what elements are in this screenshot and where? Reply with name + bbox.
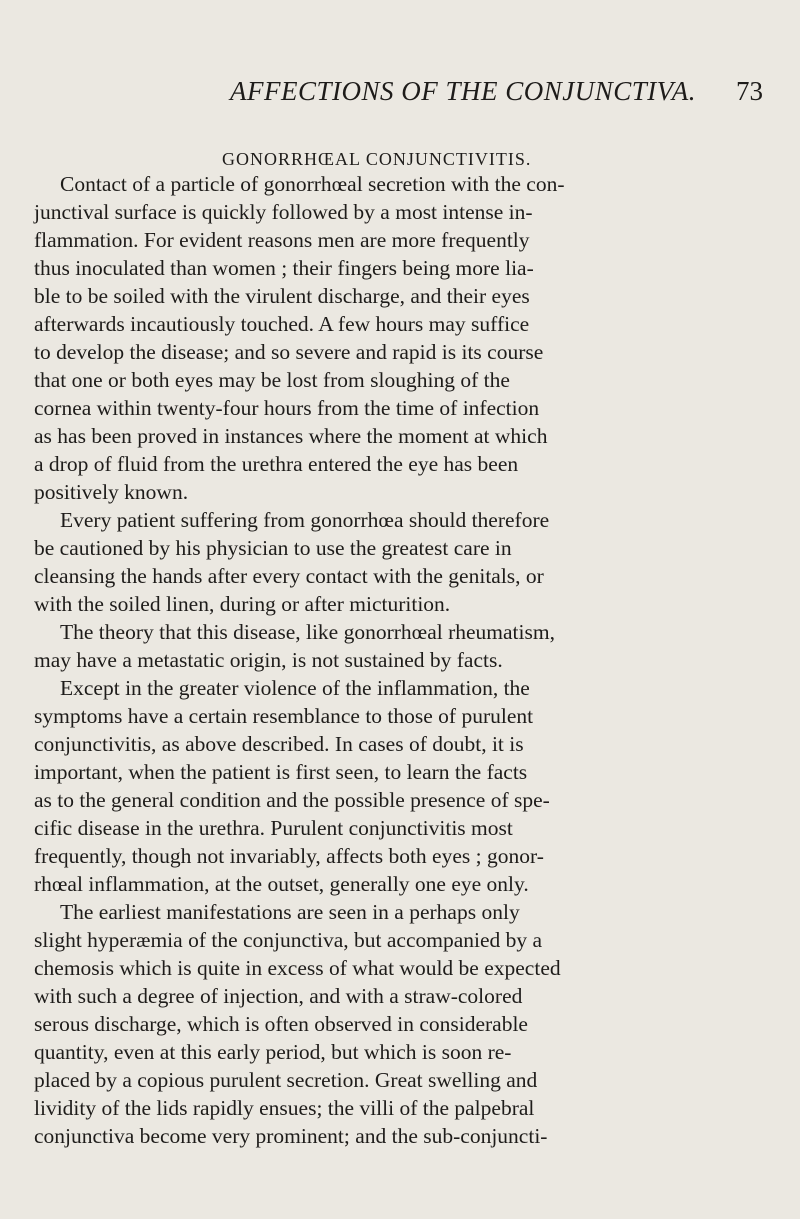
text-line: placed by a copious purulent secretion. Great swelling and [34, 1068, 538, 1092]
text-line: conjunctiva become very prominent; and the sub-conjuncti- [34, 1124, 548, 1148]
text-line: Every patient suffering from gonorrhœa should therefore [60, 508, 550, 532]
text-line: important, when the patient is first seen, to learn the facts [34, 760, 528, 784]
text-line: flammation. For evident reasons men are more frequently [34, 228, 530, 252]
text-line: a drop of fluid from the urethra entered the eye has been [34, 452, 519, 476]
text-line: cleansing the hands after every contact with the genitals, or [34, 564, 544, 588]
text-line: as has been proved in instances where the moment at which [34, 424, 548, 448]
text-line: with the soiled linen, during or after micturition. [34, 592, 451, 616]
text-line: as to the general condition and the possible presence of spe- [34, 788, 550, 812]
text-line: may have a metastatic origin, is not sustained by facts. [34, 648, 503, 672]
text-line: conjunctivitis, as above described. In cases of doubt, it is [34, 732, 524, 756]
text-line: The theory that this disease, like gonorrhœal rheumatism, [60, 620, 555, 644]
running-head [0, 73, 800, 109]
text-line: thus inoculated than women ; their fingers being more lia- [34, 256, 534, 280]
running-title: AFFECTIONS OF THE CONJUNCTIVA. [230, 76, 696, 106]
section-heading: GONORRHŒAL CONJUNCTIVITIS. [222, 149, 532, 169]
text-line: Contact of a particle of gonorrhœal secretion with the con- [60, 172, 565, 196]
page-number: 73 [736, 76, 763, 106]
text-line: symptoms have a certain resemblance to those of purulent [34, 704, 534, 728]
text-line: positively known. [34, 480, 189, 504]
text-line: quantity, even at this early period, but which is soon re- [34, 1040, 512, 1064]
text-line: to develop the disease; and so severe and rapid is its course [34, 340, 544, 364]
text-line: that one or both eyes may be lost from sloughing of the [34, 368, 510, 392]
text-line: slight hyperæmia of the conjunctiva, but accompanied by a [34, 928, 543, 952]
text-line: cific disease in the urethra. Purulent conjunctivitis most [34, 816, 513, 840]
text-line: frequently, though not invariably, affects both eyes ; gonor- [34, 844, 544, 868]
text-line: be cautioned by his physician to use the greatest care in [34, 536, 512, 560]
text-line: afterwards incautiously touched. A few hours may suffice [34, 312, 530, 336]
text-line: The earliest manifestations are seen in a perhaps only [60, 900, 520, 924]
text-line: rhœal inflammation, at the outset, generally one eye only. [34, 872, 529, 896]
text-line: Except in the greater violence of the inflammation, the [60, 676, 530, 700]
text-line: ble to be soiled with the virulent discharge, and their eyes [34, 284, 530, 308]
text-line: serous discharge, which is often observed in considerable [34, 1012, 528, 1036]
text-line: with such a degree of injection, and with a straw-colored [34, 984, 523, 1008]
text-line: chemosis which is quite in excess of what would be expected [34, 956, 561, 980]
text-line: lividity of the lids rapidly ensues; the villi of the palpebral [34, 1096, 535, 1120]
text-line: junctival surface is quickly followed by a most intense in- [34, 200, 533, 224]
text-line: cornea within twenty-four hours from the time of infection [34, 396, 540, 420]
